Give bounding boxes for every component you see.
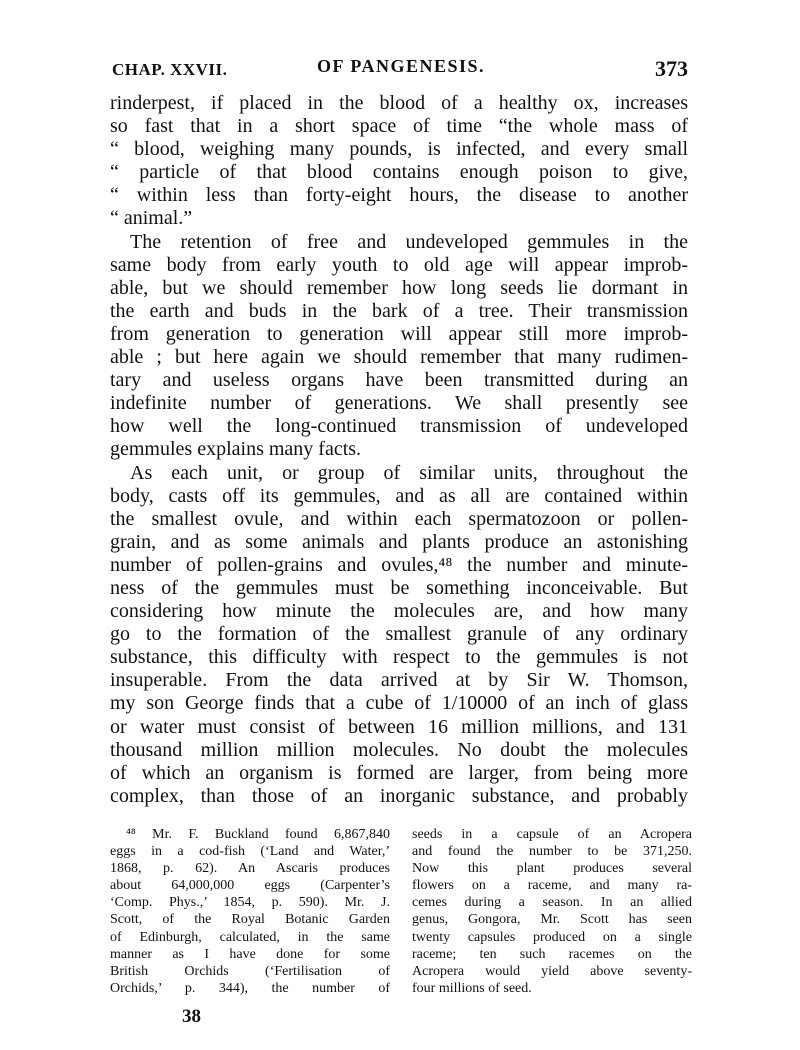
text-line: my son George finds that a cube of 1/10000 of an inch of glass [110, 692, 688, 715]
paragraph-start-line: As each unit, or group of similar units, throughout the [130, 461, 688, 484]
footnote-line: raceme; ten such racemes on the [412, 946, 692, 962]
footnote-line: British Orchids (‘Fertilisation of [110, 963, 390, 979]
footnote-line: ⁴⁸ Mr. F. Buckland found 6,867,840 [126, 827, 390, 842]
running-header [112, 52, 688, 82]
footnote-line: 1868, p. 62). An Ascaris produces [110, 861, 390, 877]
running-title: OF PANGENESIS. [317, 56, 486, 76]
text-line: “ within less than forty-eight hours, the disease to another [110, 184, 688, 207]
footnote-line: Acropera would yield above seventy- [412, 963, 692, 979]
text-line: able, but we should remember how long seeds lie dormant in [110, 276, 688, 299]
text-line: thousand million million molecules. No doubt the molecules [110, 738, 688, 761]
text-line: from generation to generation will appear still more improb- [110, 322, 688, 345]
text-line: able ; but here again we should remember that many rudimen- [110, 346, 688, 369]
text-line: rinderpest, if placed in the blood of a healthy ox, increases [110, 92, 688, 114]
text-line: “ blood, weighing many pounds, is infected, and every small [110, 138, 688, 161]
text-line: insuperable. From the data arrived at by Sir W. Thomson, [110, 669, 688, 692]
page-number: 373 [655, 56, 688, 81]
footnote-left-column [110, 826, 390, 997]
footnote-line: cemes during a season. In an allied [412, 895, 692, 911]
text-line: the earth and buds in the bark of a tree. Their transmission [110, 299, 688, 322]
text-line: gemmules explains many facts. [110, 438, 362, 461]
footnote-line: ‘Comp. Phys.,’ 1854, p. 590). Mr. J. [110, 895, 390, 911]
text-line: number of pollen-grains and ovules,⁴⁸ the number and minute- [110, 553, 688, 576]
footnote-line: eggs in a cod-fish (‘Land and Water,’ [110, 844, 390, 860]
footnote-line: manner as I have done for some [110, 946, 390, 962]
text-line: complex, than those of an inorganic substance, and probably [110, 784, 688, 807]
text-line: or water must consist of between 16 million millions, and 131 [110, 715, 688, 738]
chapter-label: CHAP. XXVII. [112, 60, 228, 79]
main-text [110, 92, 688, 808]
text-line: how well the long-continued transmission of undeveloped [110, 415, 688, 438]
footnote-line: Orchids,’ p. 344), the number of [110, 980, 390, 996]
footnote-line: four millions of seed. [412, 980, 532, 996]
text-line: body, casts off its gemmules, and as all are contained within [110, 484, 688, 507]
text-line: so fast that in a short space of time “the whole mass of [110, 115, 688, 138]
text-line: same body from early youth to old age will appear improb- [110, 253, 688, 276]
text-line: indefinite number of generations. We shall presently see [110, 392, 688, 415]
text-line: the smallest ovule, and within each spermatozoon or pollen- [110, 507, 688, 530]
footnote-line: twenty capsules produced on a single [412, 929, 692, 945]
text-line: considering how minute the molecules are, and how many [110, 600, 688, 623]
footnote-line: genus, Gongora, Mr. Scott has seen [412, 912, 692, 928]
signature-mark: 38 [182, 1006, 201, 1027]
paragraph-start-line: The retention of free and undeveloped gemmules in the [130, 230, 688, 253]
text-line: tary and useless organs have been transmitted during an [110, 369, 688, 392]
text-line: “ animal.” [110, 207, 193, 230]
footnote-line: Now this plant produces several [412, 861, 692, 877]
text-line: “ particle of that blood contains enough poison to give, [110, 161, 688, 184]
footnote-line: and found the number to be 371,250. [412, 844, 692, 860]
footnote-line: flowers on a raceme, and many ra- [412, 878, 692, 894]
text-line: ness of the gemmules must be something inconceivable. But [110, 576, 688, 599]
footnote-right-column [412, 826, 692, 997]
text-line: of which an organism is formed are larger, from being more [110, 761, 688, 784]
text-line: substance, this difficulty with respect to the gemmules is not [110, 646, 688, 669]
text-line: grain, and as some animals and plants produce an astonishing [110, 530, 688, 553]
footnote-line: of Edinburgh, calculated, in the same [110, 929, 390, 945]
footnote-line: seeds in a capsule of an Acropera [412, 827, 692, 842]
text-line: go to the formation of the smallest granule of any ordinary [110, 623, 688, 646]
footnote-line: Scott, of the Royal Botanic Garden [110, 912, 390, 928]
footnote-line: about 64,000,000 eggs (Carpenter’s [110, 878, 390, 894]
